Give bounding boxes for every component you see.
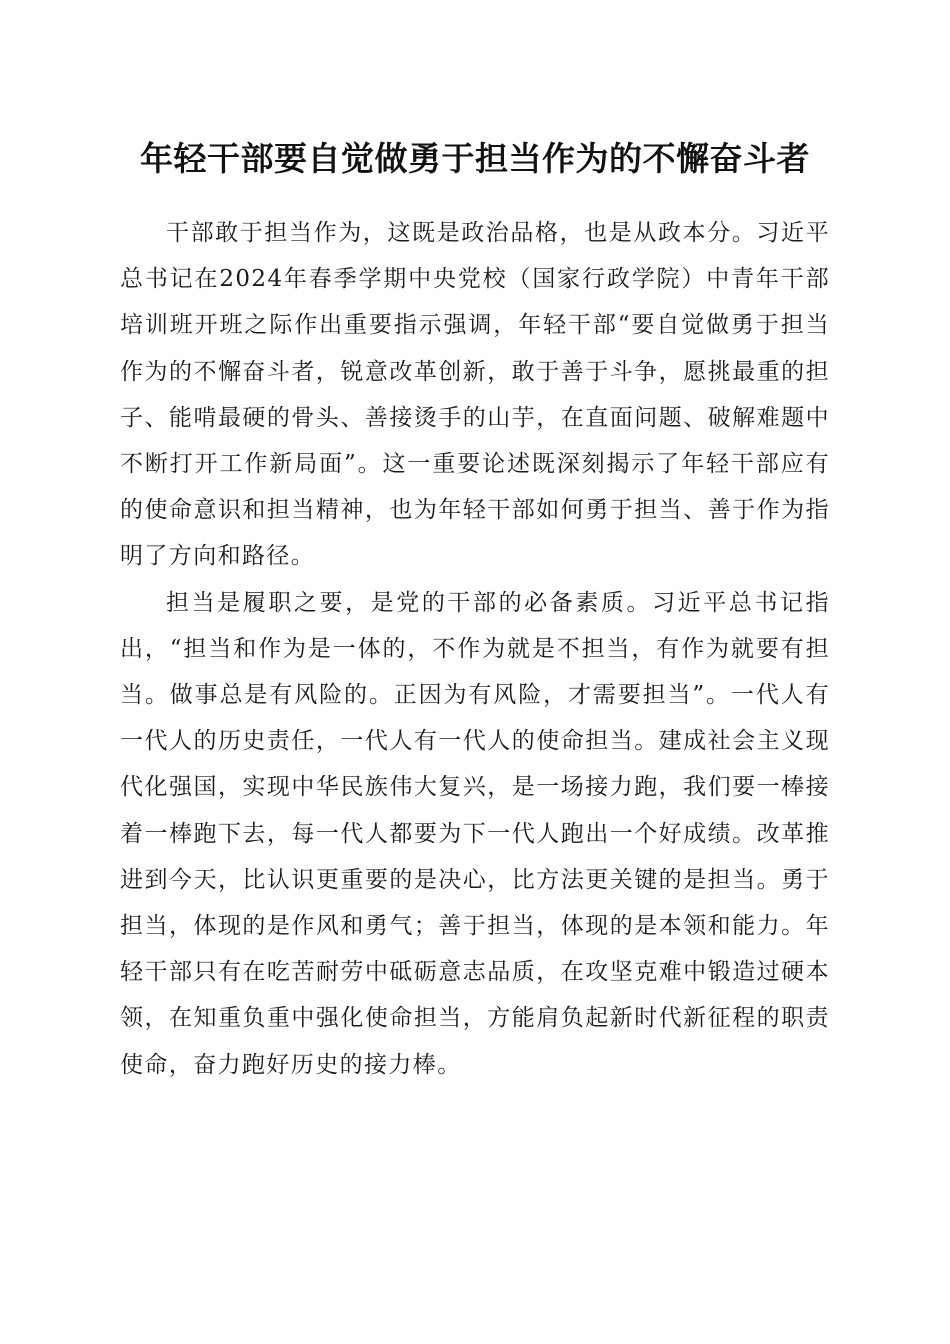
paragraph-1: 干部敢于担当作为，这既是政治品格，也是从政本分。习近平总书记在2024年春季学期中央党校（国家行政学院）中青年干部培训班开班之际作出重要指示强调，年轻干部“要自觉做勇于担当作为的不懈奋斗者，锐意改革创新，敢于善于斗争，愿挑最重的担子、能啃最硬的骨头、善接烫手的山芋，在直面问题、破解难题中不断打开工作新局面”。这一重要论述既深刻揭示了年轻干部应有的使命意识和担当精神，也为年轻干部如何勇于担当、善于作为指明了方向和路径。 [120, 220, 830, 570]
document-title: 年轻干部要自觉做勇于担当作为的不懈奋斗者 [140, 139, 810, 178]
paragraph-2: 担当是履职之要，是党的干部的必备素质。习近平总书记指出，“担当和作为是一体的，不作为就是不担当，有作为就要有担当。做事总是有风险的。正因为有风险，才需要担当”。一代人有一代人的历史责任，一代人有一代人的使命担当。建成社会主义现代化强国，实现中华民族伟大复兴，是一场接力跑，我们要一棒接着一棒跑下去，每一代人都要为下一代人跑出一个好成绩。改革推进到今天，比认识更重要的是决心，比方法更关键的是担当。勇于担当，体现的是作风和勇气；善于担当，体现的是本领和能力。年轻干部只有在吃苦耐劳中砥砺意志品质，在攻坚克难中锻造过硬本领，在知重负重中强化使命担当，方能肩负起新时代新征程的职责使命，奋力跑好历史的接力棒。 [120, 589, 830, 1078]
document-body [120, 210, 830, 1088]
